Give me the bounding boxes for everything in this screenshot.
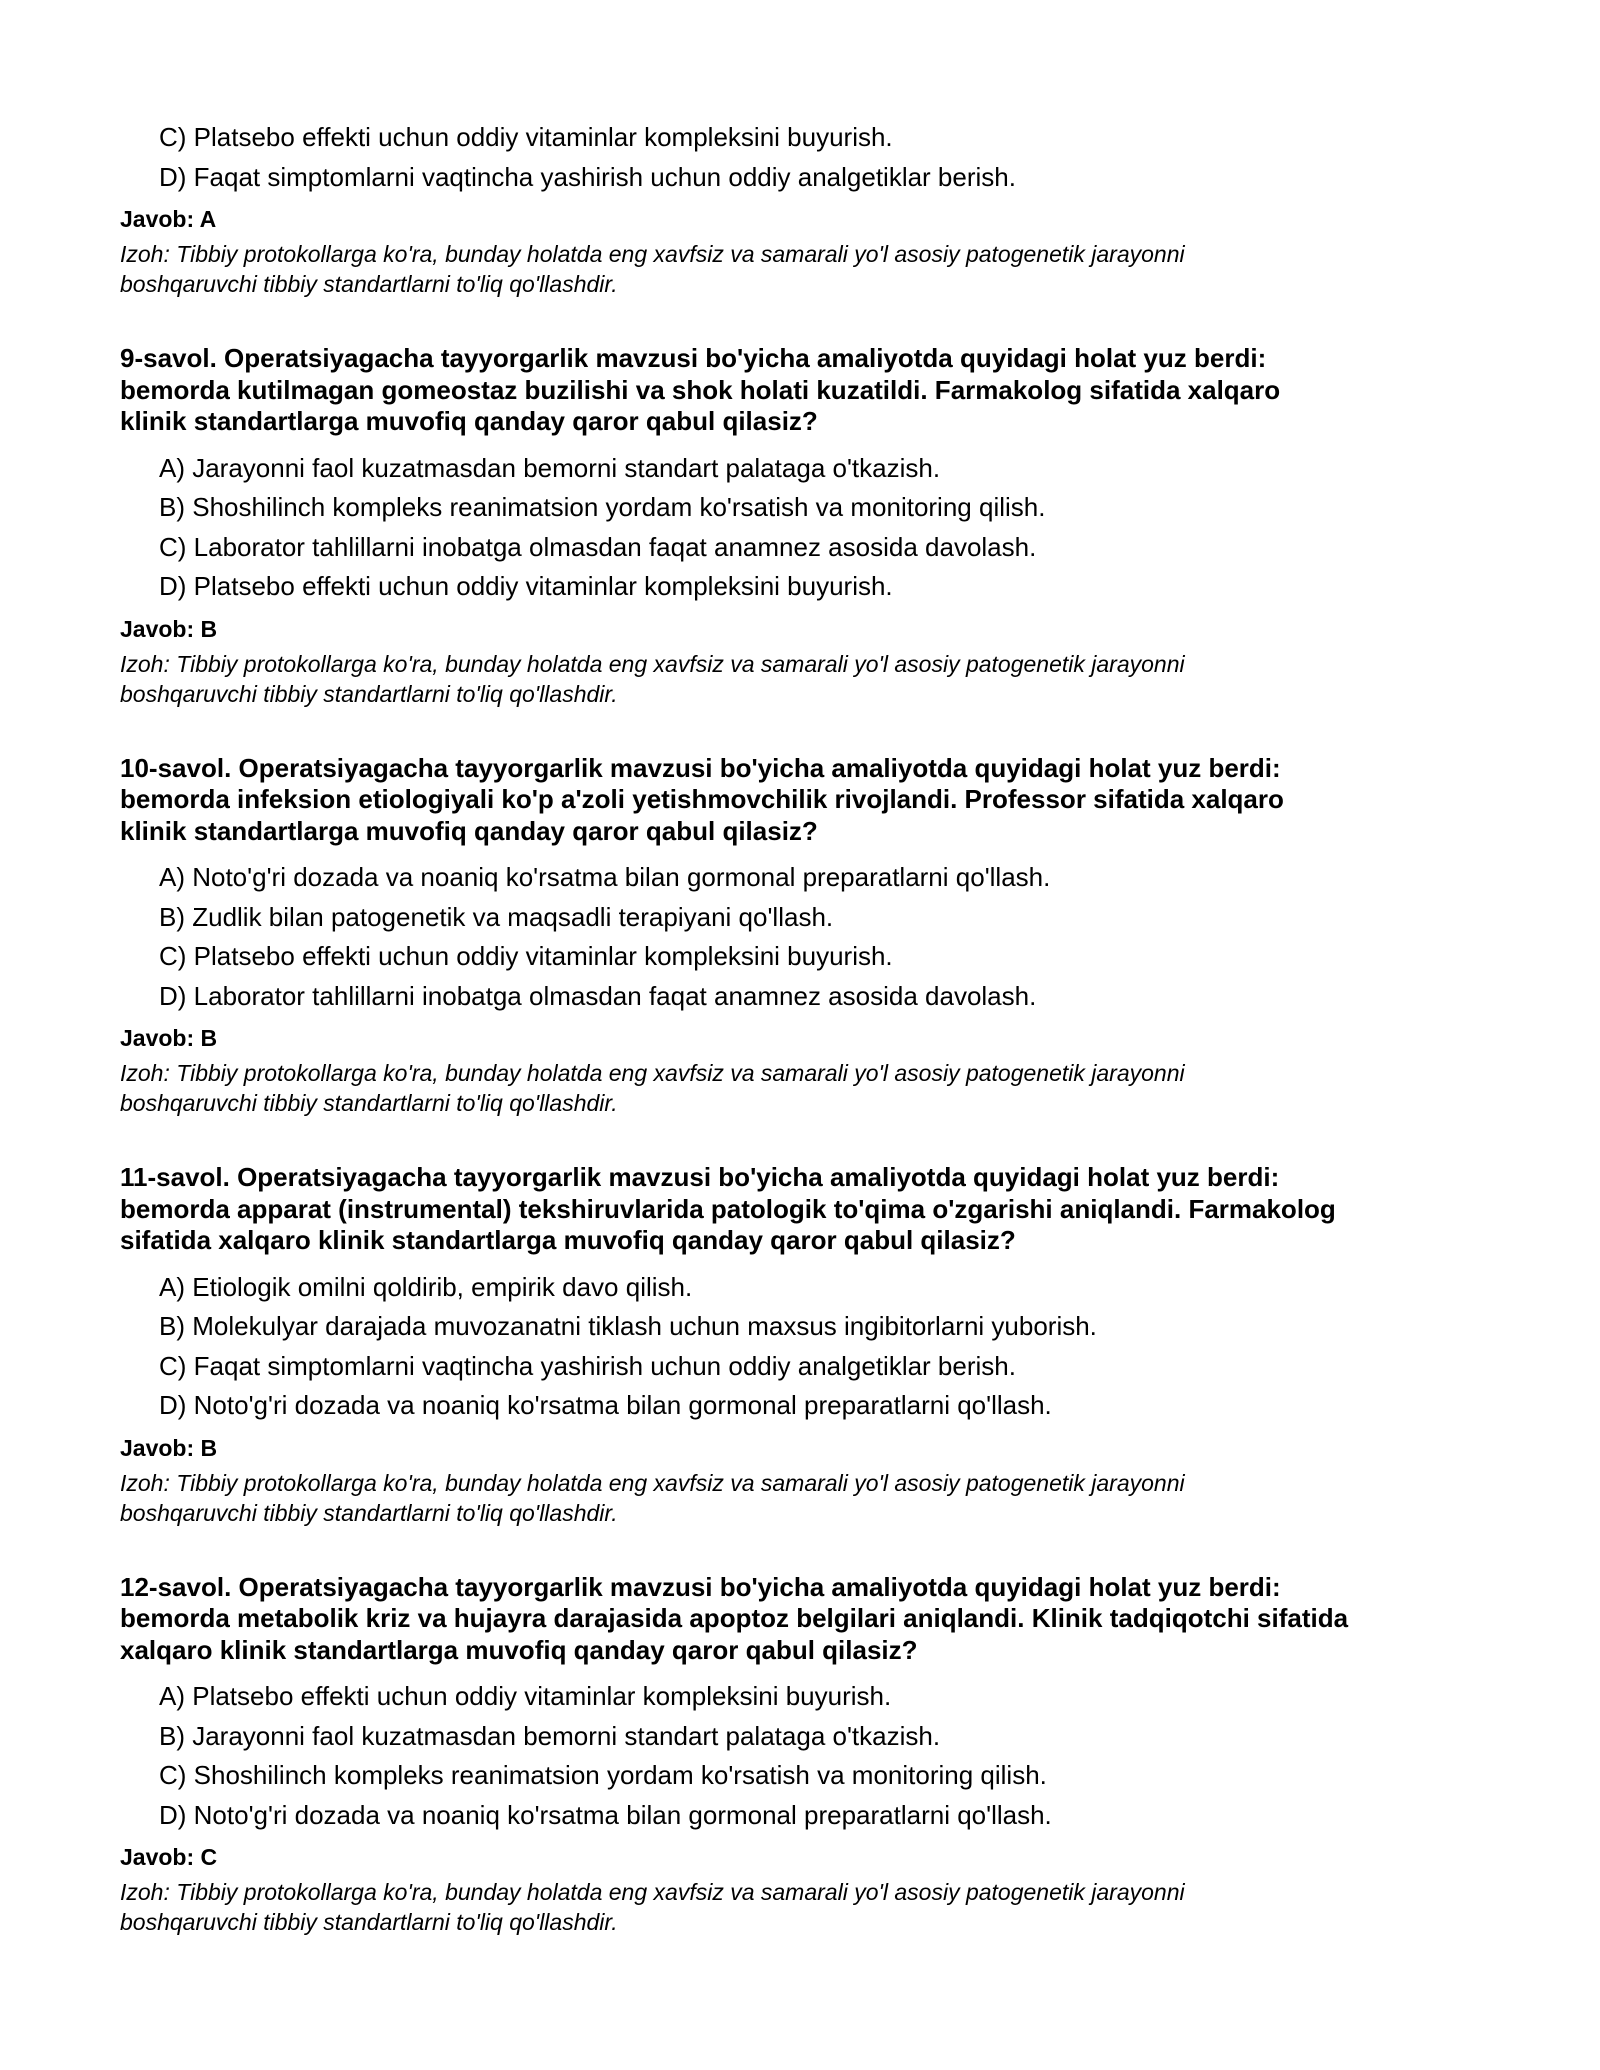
- question-line: klinik standartlarga muvofiq qanday qaror qabul qilasiz?: [120, 406, 818, 436]
- explanation-note: [120, 1468, 1500, 1528]
- answer-option-b: B) Molekulyar darajada muvozanatni tiklash uchun maxsus ingibitorlarni yuborish.: [159, 1311, 1097, 1341]
- document-page: [120, 118, 1500, 1937]
- question-line: 9-savol. Operatsiyagacha tayyorgarlik mavzusi bo'yicha amaliyotda quyidagi holat yuz berdi:: [120, 343, 1267, 373]
- explanation-line: boshqaruvchi tibbiy standartlarni to'liq qo'llashdir.: [120, 1909, 618, 1935]
- answer-option-b: B) Shoshilinch kompleks reanimatsion yordam ko'rsatish va monitoring qilish.: [159, 492, 1046, 522]
- answer-option: D) Faqat simptomlarni vaqtincha yashirish uchun oddiy analgetiklar berish.: [159, 161, 1016, 192]
- correct-answer: Javob: A: [120, 206, 217, 232]
- explanation-note: [120, 1058, 1500, 1118]
- question-line: 12-savol. Operatsiyagacha tayyorgarlik mavzusi bo'yicha amaliyotda quyidagi holat yuz berdi:: [120, 1571, 1281, 1602]
- explanation-line: Izoh: Tibbiy protokollarga ko'ra, bunday holatda eng xavfsiz va samarali yo'l asosiy patogenetik jarayonni: [120, 1879, 1185, 1905]
- question-text: [120, 1162, 1500, 1257]
- explanation-line: boshqaruvchi tibbiy standartlarni to'liq qo'llashdir.: [120, 1090, 618, 1116]
- answer-option-c: C) Platsebo effekti uchun oddiy vitaminlar kompleksini buyurish.: [159, 941, 893, 971]
- question-text: [120, 1572, 1500, 1667]
- explanation-line: Izoh: Tibbiy protokollarga ko'ra, bunday holatda eng xavfsiz va samarali yo'l asosiy patogenetik jarayonni: [120, 241, 1185, 267]
- question-line: sifatida xalqaro klinik standartlarga muvofiq qanday qaror qabul qilasiz?: [120, 1225, 1016, 1255]
- explanation-line: boshqaruvchi tibbiy standartlarni to'liq qo'llashdir.: [120, 1499, 618, 1526]
- question-line: xalqaro klinik standartlarga muvofiq qanday qaror qabul qilasiz?: [120, 1634, 918, 1665]
- answer-option-a: A) Noto'g'ri dozada va noaniq ko'rsatma bilan gormonal preparatlarni qo'llash.: [159, 862, 1051, 892]
- correct-answer: Javob: B: [120, 615, 218, 642]
- question-line: 11-savol. Operatsiyagacha tayyorgarlik mavzusi bo'yicha amaliyotda quyidagi holat yuz berdi:: [120, 1162, 1280, 1192]
- question-line: bemorda apparat (instrumental) tekshiruvlarida patologik to'qima o'zgarishi aniqlandi. Farmakolog: [120, 1193, 1336, 1224]
- answer-option-b: B) Zudlik bilan patogenetik va maqsadli terapiyani qo'llash.: [159, 901, 834, 932]
- explanation-line: Izoh: Tibbiy protokollarga ko'ra, bunday holatda eng xavfsiz va samarali yo'l asosiy patogenetik jarayonni: [120, 1060, 1185, 1086]
- question-line: 10-savol. Operatsiyagacha tayyorgarlik mavzusi bo'yicha amaliyotda quyidagi holat yuz berdi:: [120, 752, 1281, 783]
- correct-answer: Javob: B: [120, 1434, 218, 1461]
- question-line: bemorda metabolik kriz va hujayra darajasida apoptoz belgilari aniqlandi. Klinik tadqiqotchi sifatida: [120, 1603, 1349, 1633]
- question-12: [120, 1572, 1500, 1938]
- answer-option-c: C) Shoshilinch kompleks reanimatsion yordam ko'rsatish va monitoring qilish.: [159, 1760, 1047, 1790]
- answer-option-a: A) Etiologik omilni qoldirib, empirik davo qilish.: [159, 1271, 693, 1302]
- question-11: [120, 1162, 1500, 1528]
- explanation-line: boshqaruvchi tibbiy standartlarni to'liq qo'llashdir.: [120, 680, 618, 707]
- explanation-line: Izoh: Tibbiy protokollarga ko'ra, bunday holatda eng xavfsiz va samarali yo'l asosiy patogenetik jarayonni: [120, 650, 1185, 677]
- answer-option: C) Platsebo effekti uchun oddiy vitaminlar kompleksini buyurish.: [159, 122, 893, 152]
- answer-option-a: A) Platsebo effekti uchun oddiy vitaminlar kompleksini buyurish.: [159, 1681, 892, 1711]
- explanation-note: [120, 649, 1500, 709]
- question-text: [120, 343, 1500, 438]
- answer-option-b: B) Jarayonni faol kuzatmasdan bemorni standart palataga o'tkazish.: [159, 1720, 941, 1751]
- explanation-line: boshqaruvchi tibbiy standartlarni to'liq qo'llashdir.: [120, 271, 618, 297]
- question-line: bemorda kutilmagan gomeostaz buzilishi va shok holati kuzatildi. Farmakolog sifatida xalqaro: [120, 374, 1281, 405]
- explanation-note: [120, 1877, 1500, 1937]
- correct-answer: Javob: B: [120, 1025, 218, 1051]
- question-8-continuation: [120, 118, 1500, 299]
- answer-option-c: C) Faqat simptomlarni vaqtincha yashirish uchun oddiy analgetiklar berish.: [159, 1350, 1016, 1381]
- answer-option-a: A) Jarayonni faol kuzatmasdan bemorni standart palataga o'tkazish.: [159, 452, 941, 483]
- question-text: [120, 753, 1500, 848]
- answer-option-d: D) Noto'g'ri dozada va noaniq ko'rsatma bilan gormonal preparatlarni qo'llash.: [159, 1390, 1052, 1420]
- question-line: bemorda infeksion etiologiyali ko'p a'zoli yetishmovchilik rivojlandi. Professor sifatida xalqaro: [120, 784, 1284, 814]
- question-10: [120, 753, 1500, 1119]
- question-9: [120, 343, 1500, 709]
- explanation-line: Izoh: Tibbiy protokollarga ko'ra, bunday holatda eng xavfsiz va samarali yo'l asosiy patogenetik jarayonni: [120, 1469, 1185, 1496]
- answer-option-d: D) Platsebo effekti uchun oddiy vitaminlar kompleksini buyurish.: [159, 571, 893, 601]
- question-line: klinik standartlarga muvofiq qanday qaror qabul qilasiz?: [120, 815, 818, 846]
- answer-option-c: C) Laborator tahlillarni inobatga olmasdan faqat anamnez asosida davolash.: [159, 531, 1037, 562]
- correct-answer: Javob: C: [120, 1844, 218, 1870]
- explanation-note: [120, 239, 1500, 299]
- answer-option-d: D) Laborator tahlillarni inobatga olmasdan faqat anamnez asosida davolash.: [159, 980, 1037, 1011]
- answer-option-d: D) Noto'g'ri dozada va noaniq ko'rsatma bilan gormonal preparatlarni qo'llash.: [159, 1799, 1052, 1830]
